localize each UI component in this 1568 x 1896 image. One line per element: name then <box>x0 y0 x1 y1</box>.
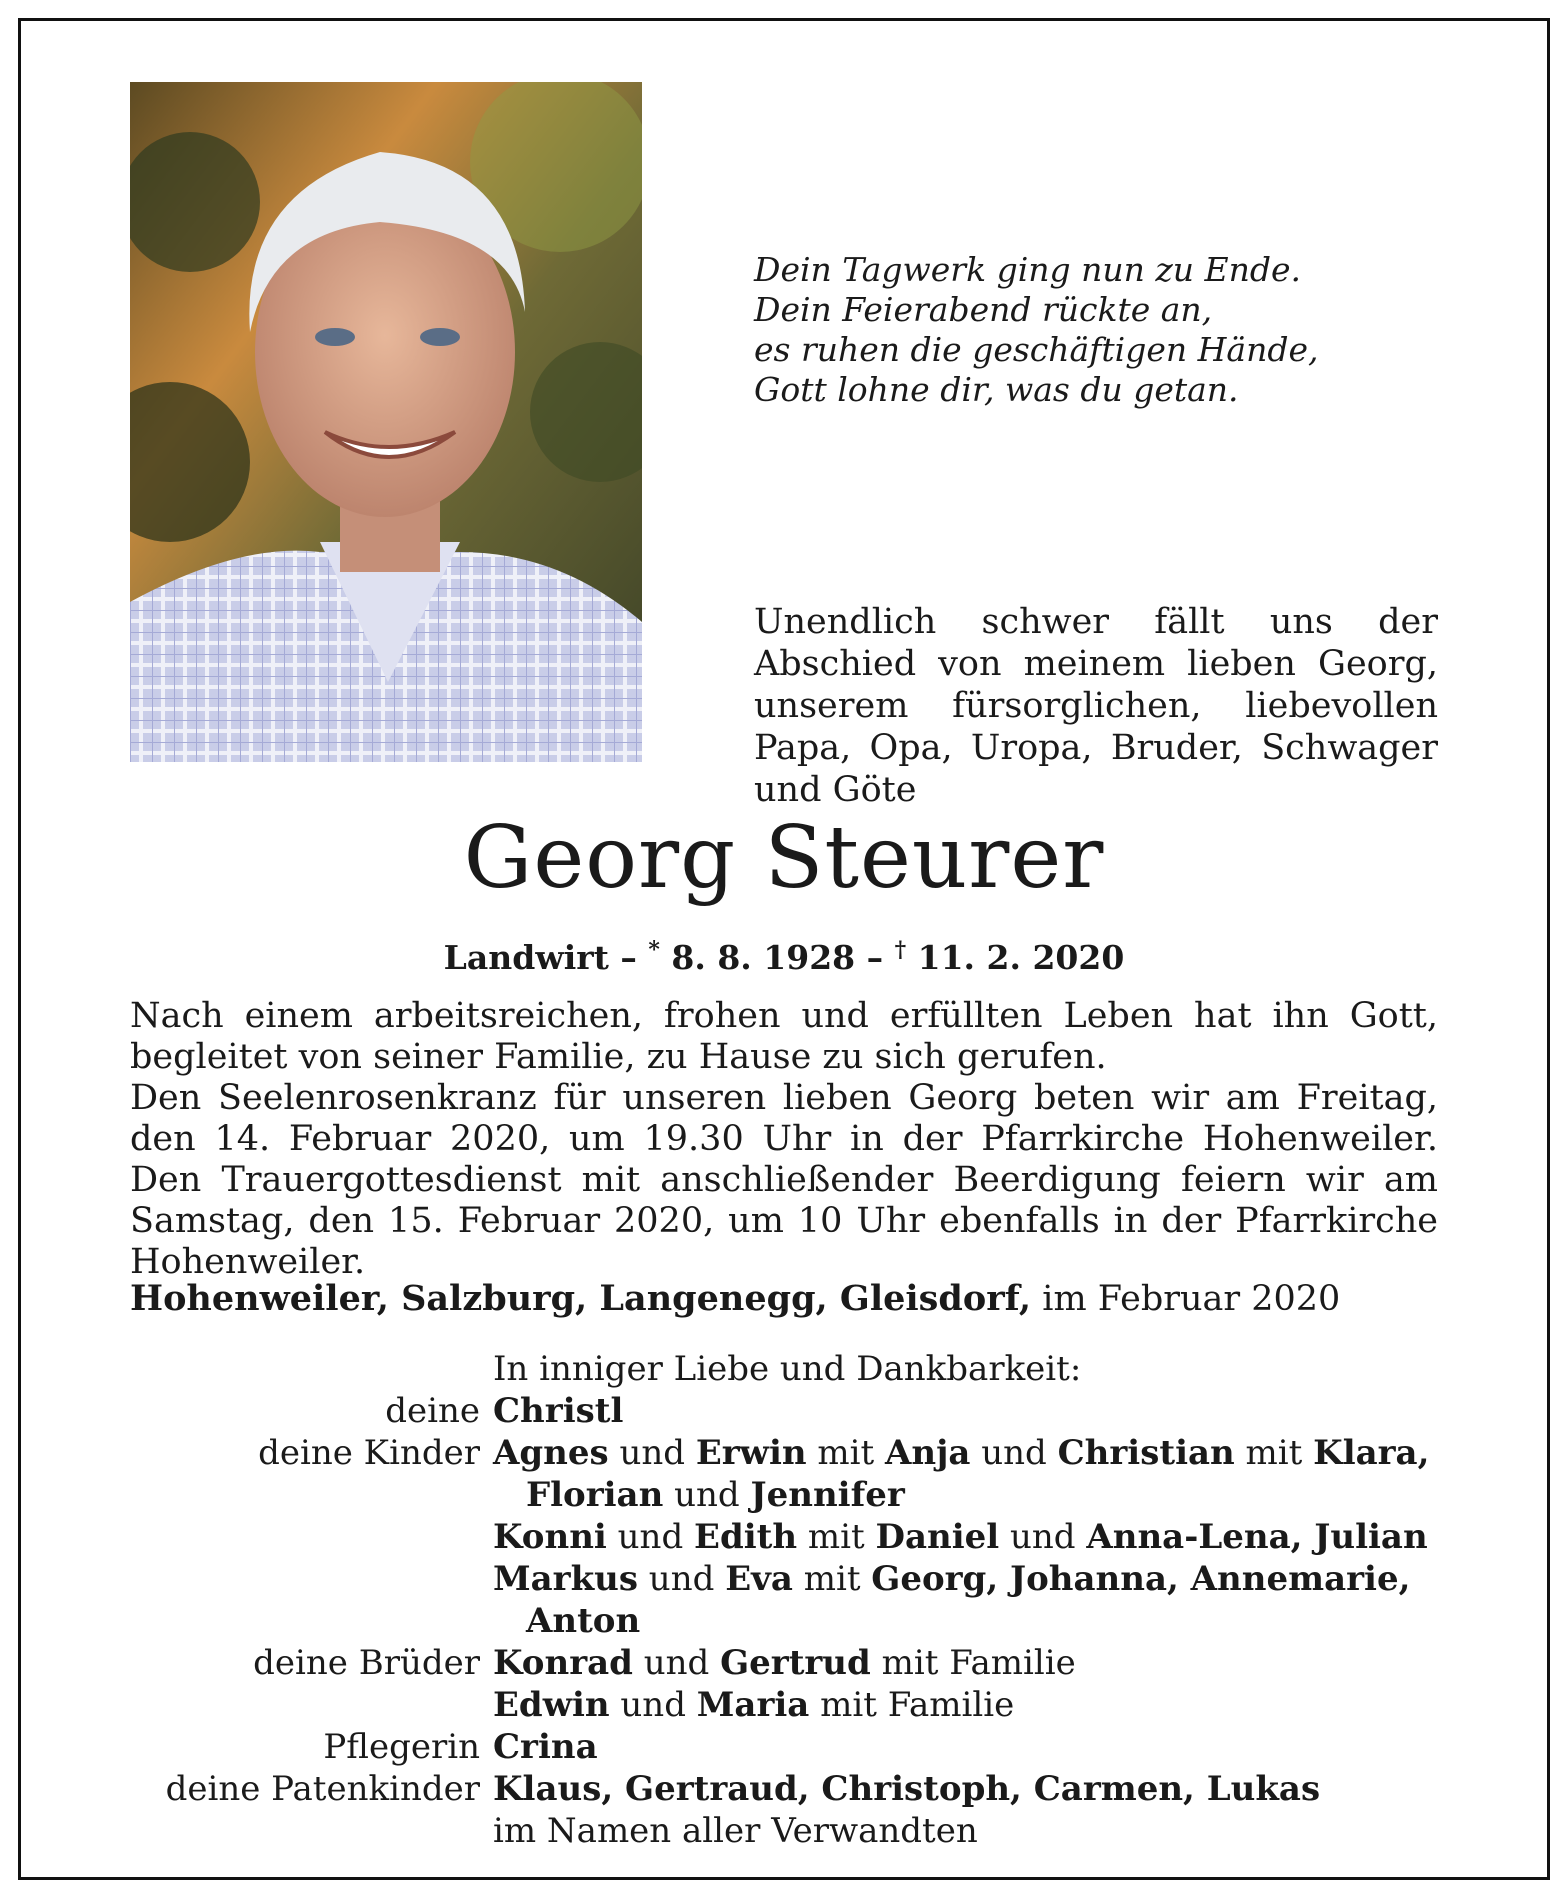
poem-line: es ruhen die geschäftigen Hände, <box>754 330 1319 369</box>
family-row <box>0 1516 1568 1558</box>
announcement-body <box>130 996 1438 1283</box>
family-row <box>0 1684 1568 1726</box>
relative-name: Anton <box>526 1601 641 1641</box>
announcement-paragraph: Den Seelenrosenkranz für unseren lieben Georg beten wir am Freitag, den 14. Februar 2020, um 19.30 Uhr in der Pfarrkirche Hohenweiler. Den Trauergottesdienst mit anschließender Beerdigung feiern wir am Samstag, den 15. Februar 2020, um 10 Uhr ebenfalls in der Pfarrkirche Hohenweiler. <box>130 1078 1438 1282</box>
relative-names <box>493 1516 1428 1558</box>
date: im Februar 2020 <box>1031 1279 1341 1319</box>
relative-name: Christian <box>1057 1433 1235 1473</box>
relative-name: Erwin <box>695 1433 807 1473</box>
connector-text: mit Familie <box>809 1685 1015 1725</box>
relative-name: Edwin <box>493 1685 610 1725</box>
occupation: Landwirt <box>443 938 609 977</box>
relative-name: Edith <box>694 1517 798 1557</box>
relative-names <box>493 1390 623 1432</box>
family-row <box>0 1390 1568 1432</box>
death-cross-icon: † <box>894 937 907 963</box>
relative-name: Maria <box>696 1685 810 1725</box>
dash: – <box>855 938 895 977</box>
connector-text: und <box>663 1475 751 1515</box>
occupation-dates <box>0 930 1568 978</box>
relative-names <box>526 1474 905 1516</box>
relative-names <box>493 1684 1014 1726</box>
place-date-line <box>130 1278 1460 1320</box>
relative-name: Gertrud <box>720 1643 871 1683</box>
relative-name: Markus <box>493 1559 638 1599</box>
announcement-paragraph: Nach einem arbeitsreichen, frohen und erfüllten Leben hat ihn Gott, begleitet von seiner Familie, zu Hause zu sich gerufen. <box>130 996 1438 1077</box>
death-date: 11. 2. 2020 <box>906 938 1125 977</box>
relative-name: Konni <box>493 1517 607 1557</box>
family-row <box>0 1600 1568 1642</box>
family-row <box>0 1726 1568 1768</box>
heading-text: In inniger Liebe und Dankbarkeit: <box>493 1349 1082 1389</box>
relation-label: Pflegerin <box>323 1727 480 1767</box>
family-row <box>0 1474 1568 1516</box>
relative-names <box>526 1600 640 1642</box>
family-row <box>0 1642 1568 1684</box>
deceased-name: Georg Steurer <box>463 808 1105 908</box>
relative-name: Crina <box>493 1727 598 1767</box>
relative-name: Daniel <box>875 1517 1000 1557</box>
relative-name: Klaus, Gertraud, Christoph, Carmen, Lukas <box>493 1769 1321 1809</box>
relation-label: deine Patenkinder <box>165 1769 480 1809</box>
relative-names <box>493 1558 1410 1600</box>
birth-star-icon: * <box>648 937 660 963</box>
family-row <box>0 1432 1568 1474</box>
places: Hohenweiler, Salzburg, Langenegg, Gleisdorf, <box>130 1278 1032 1319</box>
dash: – <box>608 938 649 977</box>
relative-name: Agnes <box>493 1433 609 1473</box>
portrait-photo <box>130 82 642 762</box>
farewell-text: Unendlich schwer fällt uns der Abschied von meinem lieben Georg, unserem fürsorglichen, liebevollen Papa, Opa, Uropa, Bruder, Schwager und Göte <box>754 602 1438 810</box>
family-list <box>0 1348 1568 1852</box>
poem-line: Gott lohne dir, was du getan. <box>754 370 1239 409</box>
birth-date: 8. 8. 1928 <box>659 938 856 977</box>
poem <box>754 250 1454 410</box>
relative-names <box>493 1726 598 1768</box>
relative-name: Eva <box>725 1559 793 1599</box>
relative-name: Anja <box>884 1433 971 1473</box>
family-heading <box>0 1348 1568 1390</box>
family-row <box>0 1810 1568 1852</box>
connector-text: und <box>608 1433 696 1473</box>
relative-names <box>493 1768 1320 1810</box>
relative-names <box>493 1432 1429 1474</box>
relative-names <box>493 1642 1076 1684</box>
relation-label: deine Brüder <box>253 1643 480 1683</box>
relation-label: deine <box>385 1391 480 1431</box>
relative-name: Klara, <box>1313 1433 1430 1473</box>
connector-text: mit Familie <box>870 1643 1076 1683</box>
poem-line: Dein Feierabend rückte an, <box>754 290 1213 329</box>
relation-label: deine Kinder <box>258 1433 480 1473</box>
connector-text: und <box>632 1643 721 1683</box>
connector-text: im Namen aller Verwandten <box>493 1811 978 1851</box>
relative-name: Christl <box>493 1391 624 1431</box>
connector-text: mit <box>797 1517 876 1557</box>
connector-text: mit <box>1234 1433 1314 1473</box>
connector-text: und <box>638 1559 726 1599</box>
relative-name: Florian <box>526 1475 664 1515</box>
poem-line: Dein Tagwerk ging nun zu Ende. <box>754 250 1301 289</box>
connector-text: und <box>606 1517 695 1557</box>
connector-text: mit <box>806 1433 885 1473</box>
family-row <box>0 1558 1568 1600</box>
relative-name: Konrad <box>493 1643 633 1683</box>
connector-text: mit <box>792 1559 872 1599</box>
relative-name: Anna-Lena, Julian <box>1086 1517 1428 1557</box>
connector-text: und <box>999 1517 1087 1557</box>
relative-name: Jennifer <box>750 1475 905 1515</box>
relative-names <box>493 1810 978 1852</box>
relative-name: Georg, Johanna, Annemarie, <box>871 1559 1411 1599</box>
connector-text: und <box>970 1433 1058 1473</box>
family-row <box>0 1768 1568 1810</box>
connector-text: und <box>609 1685 697 1725</box>
